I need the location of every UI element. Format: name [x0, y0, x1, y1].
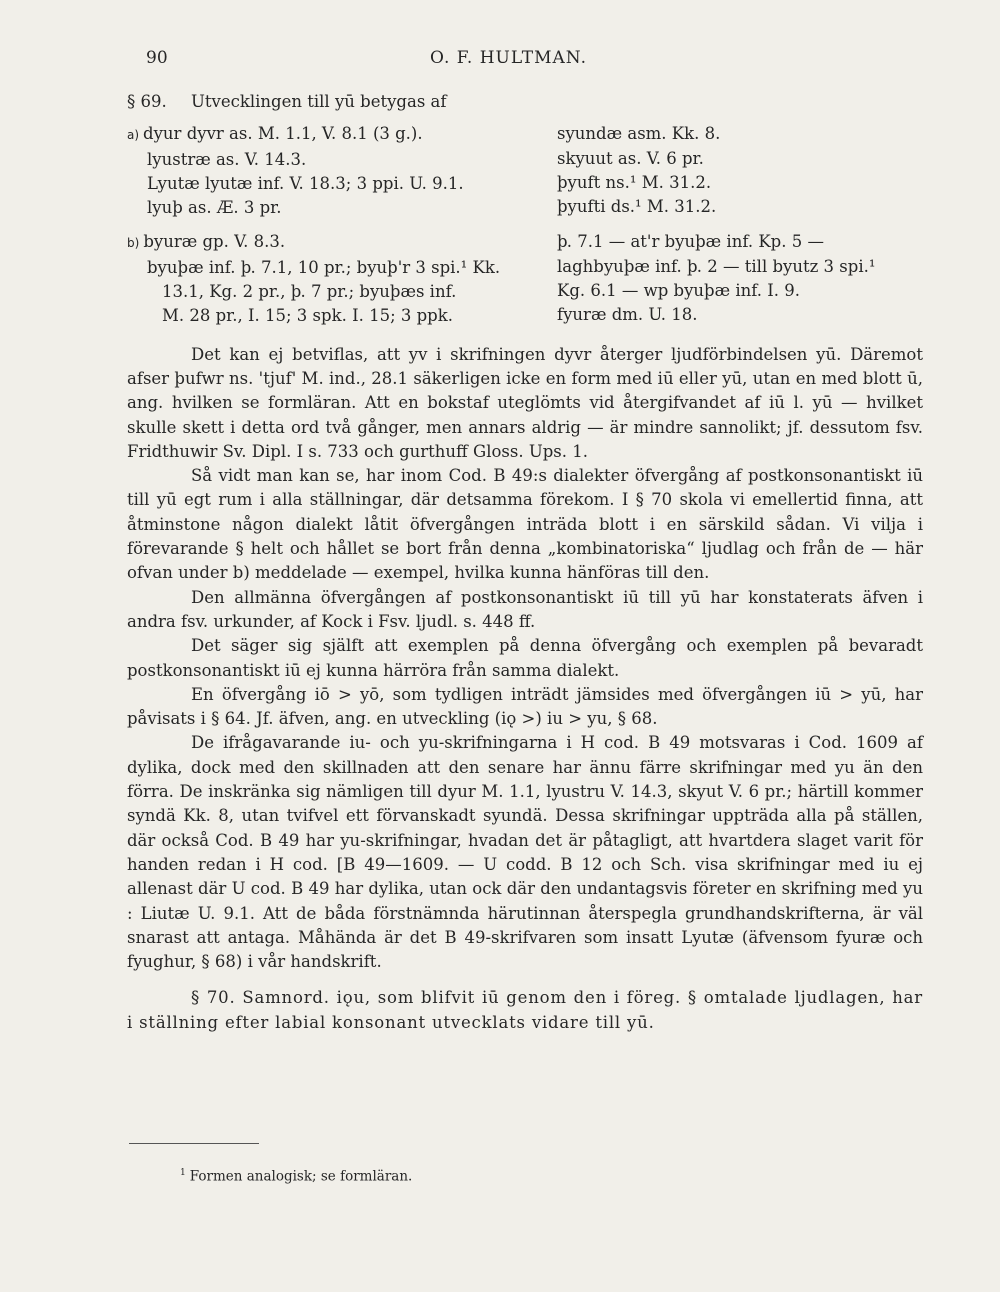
example-line: lyuþ as. Æ. 3 pr.	[147, 198, 282, 218]
text-body	[127, 90, 923, 1035]
example-line: þ. 7.1 — at'r byuþæ inf. Kp. 5 —	[557, 232, 824, 252]
paragraph: De ifrågavarande iu- och yu-skrifningarna i H cod. B 49 motsvaras i Cod. 1609 af dylika, dock med den skillnaden att den senare har ännu färre skrifningar med yu än den förra. De inskränka sig nämligen till dyur M. 1.1, lyustru V. 14.3, skyut V. 6 pr.; härtill kommer syndä Kk. 8, utan tvifvel ett förvanskadt syundä. Dessa skrifningar uppträda alla på ställen, där också Cod. B 49 har yu-skrifningar, hvadan det är påtagligt, att hvartdera slaget varit för handen redan i H cod. [B 49—1609. — U codd. B 12 och Sch. visa skrifningar med iu ej allenast där U cod. B 49 har dylika, utan ock där den undantagsvis företer en skrifning med yu : Liutæ U. 9.1. Att de båda förstnämnda härutinnan återspegla grundhandskrifterna, är väl snarast att antaga. Måhända är det B 49-skrifvaren som insatt Lyutæ (äfvensom fyuræ och fyughur, § 68) i vår handskrift.	[127, 733, 923, 972]
footnote-mark: 1	[180, 1168, 186, 1178]
page-number: 90	[146, 48, 168, 68]
paragraph: En öfvergång iō > yō, som tydligen inträdt jämsides med öfvergången iū > yū, har påvisats i § 64. Jf. äfven, ang. en utveckling (iǫ >) iu > yu, § 68.	[127, 684, 923, 729]
example-line: laghbyuþæ inf. þ. 2 — till byutz 3 spi.¹	[557, 256, 876, 276]
paragraph: Så vidt man kan se, har inom Cod. B 49:s dialekter öfvergång af postkonsonantiskt iū till yū egt rum i alla ställningar, där detsamma förekom. I § 70 skola vi emellertid finna, att åtminstone någon dialekt låtit öfvergången inträda blott i en särskild sådan. Vi vilja i förevarande § helt och hållet se bort från denna „kombinatoriska“ ljudlag och från de — här ofvan under b) meddelade — exempel, hvilka kunna hänföras till den.	[127, 466, 923, 583]
example-line: Kg. 6.1 — wp byuþæ inf. I. 9.	[557, 281, 801, 301]
footnote	[180, 1168, 412, 1185]
example-line: fyuræ dm. U. 18.	[557, 305, 698, 325]
example-line: skyuut as. V. 6 pr.	[557, 148, 704, 168]
example-line: Lyutæ lyutæ inf. V. 18.3; 3 ppi. U. 9.1.	[147, 173, 464, 193]
section-title: Utvecklingen till yū betygas af	[191, 92, 447, 111]
example-line: lyustræ as. V. 14.3.	[147, 149, 307, 169]
page-header	[0, 48, 1000, 72]
example-line: a) dyur dyvr as. M. 1.1, V. 8.1 (3 g.).	[127, 124, 423, 144]
example-line: 13.1, Kg. 2 pr., þ. 7 pr.; byuþæs inf.	[162, 282, 457, 302]
example-line: þyuft ns.¹ M. 31.2.	[557, 172, 712, 192]
group-b-left-column	[127, 230, 557, 328]
example-line: b) byuræ gp. V. 8.3.	[127, 232, 286, 252]
example-line: byuþæ inf. þ. 7.1, 10 pr.; byuþ'r 3 spi.¹ Kk.	[147, 257, 501, 277]
footnote-rule	[129, 1143, 259, 1144]
paragraph: Det kan ej betviflas, att yv i skrifningen dyvr återger ljudförbindelsen yū. Däremot afser þufwr ns. 'tjuf' M. ind., 28.1 säkerligen icke en form med iū eller yū, utan en med blott ū, ang. hvilken se formläran. Att en bokstaf uteglömts vid återgifvandet af iū l. yū — hvilket skulle skett i detta ord två gånger, men annars aldrig — är mindre sannolikt; jf. dessutom fsv. Fridthuwir Sv. Dipl. I s. 733 och gurthuff Gloss. Ups. 1.	[127, 344, 923, 461]
paragraphs	[127, 343, 923, 1035]
section-69-heading	[127, 90, 923, 114]
paragraph: Den allmänna öfvergången af postkonsonantiskt iū till yū har konstaterats äfven i andra fsv. urkunder, af Kock i Fsv. ljudl. s. 448 ff.	[127, 587, 923, 631]
section-number: § 69.	[127, 92, 167, 111]
example-line: M. 28 pr., I. 15; 3 spk. I. 15; 3 ppk.	[162, 306, 453, 326]
group-a-right-column	[557, 122, 923, 220]
group-b-right-column	[557, 230, 923, 328]
group-label: b)	[127, 236, 140, 251]
paragraph: Det säger sig själft att exemplen på denna öfvergång och exemplen på bevaradt postkonsonantiskt iū ej kunna härröra från samma dialekt.	[127, 636, 923, 680]
section-70-paragraph: § 70. Samnord. iǫu, som blifvit iū genom den i föreg. § omtalade ljudlagen, har i ställning efter labial konsonant utvecklats vidare till yū.	[127, 988, 923, 1032]
example-group-b	[127, 230, 923, 328]
example-group-a	[127, 122, 923, 220]
group-a-left-column	[127, 122, 557, 220]
group-label: a)	[127, 128, 140, 143]
example-line: syundæ asm. Kk. 8.	[557, 124, 721, 144]
footnote-text: Formen analogisk; se formläran.	[189, 1168, 413, 1185]
running-head: O. F. HULTMAN.	[430, 48, 587, 68]
example-line: þyufti ds.¹ M. 31.2.	[557, 197, 717, 217]
